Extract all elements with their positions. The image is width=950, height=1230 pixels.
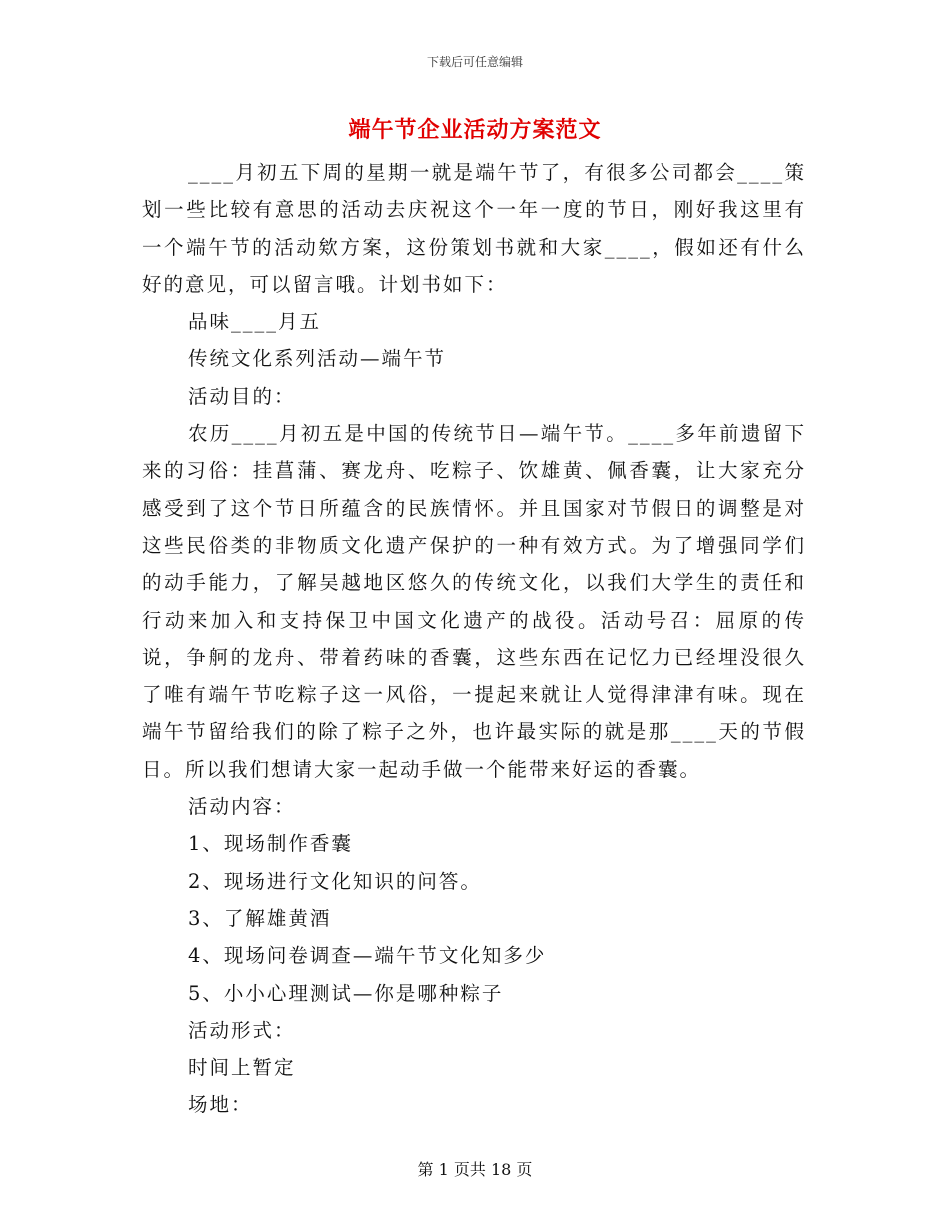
intro-paragraph: ____月初五下周的星期一就是端午节了，有很多公司都会____策划一些比较有意思的活动去庆祝这个一年一度的节日，刚好我这里有一个端午节的活动欸方案，这份策划书就和大家____，假如还有什么好的意见，可以留言哦。计划书如下： <box>142 161 806 296</box>
time-line: 时间上暂定 <box>188 1056 296 1080</box>
section-heading-content: 活动内容： <box>188 795 296 819</box>
page-header-note: 下载后可任意编辑 <box>426 55 523 69</box>
section-heading-purpose: 活动目的： <box>188 384 296 408</box>
list-item: 5、小小心理测试—你是哪种粽子 <box>188 981 504 1005</box>
series-line: 传统文化系列活动—端午节 <box>188 347 447 371</box>
page-footer: 第 1 页共 18 页 <box>417 1160 533 1179</box>
list-item: 3、了解雄黄酒 <box>188 906 332 930</box>
venue-line: 场地： <box>188 1093 253 1117</box>
purpose-paragraph: 农历____月初五是中国的传统节日—端午节。____多年前遗留下来的习俗：挂菖蒲、赛龙舟、吃粽子、饮雄黄、佩香囊，让大家充分感受到了这个节日所蕴含的民族情怀。并且国家对节假日的调整是对这些民俗类的非物质文化遗产保护的一种有效方式。为了增强同学们的动手能力，了解吴越地区悠久的传统文化，以我们大学生的责任和行动来加入和支持保卫中国文化遗产的战役。活动号召：屈原的传说，争舸的龙舟、带着药味的香囊，这些东西在记忆力已经埋没很久了唯有端午节吃粽子这一风俗，一提起来就让人觉得津津有味。现在端午节留给我们的除了粽子之外，也许最实际的就是那____天的节假日。所以我们想请大家一起动手做一个能带来好运的香囊。 <box>142 422 806 781</box>
list-item: 2、现场进行文化知识的问答。 <box>188 869 482 893</box>
theme-line: 品味____月五 <box>188 310 322 334</box>
document-title: 端午节企业活动方案范文 <box>348 117 602 143</box>
list-item: 1、现场制作香囊 <box>188 832 353 856</box>
document-body <box>142 154 806 1124</box>
section-heading-format: 活动形式： <box>188 1018 296 1042</box>
list-item: 4、现场问卷调查—端午节文化知多少 <box>188 944 547 968</box>
